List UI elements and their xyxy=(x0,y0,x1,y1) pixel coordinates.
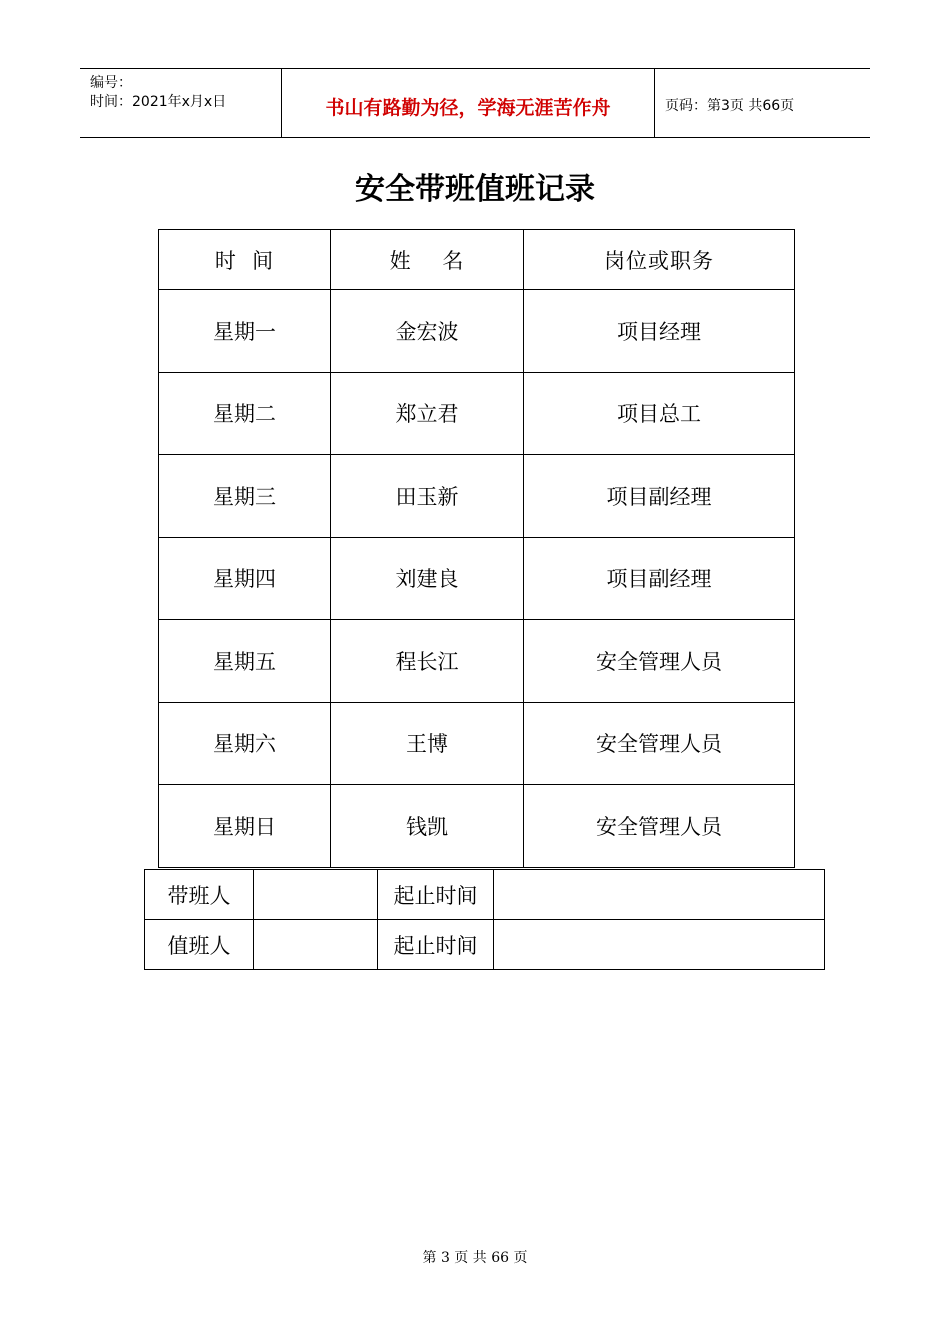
document-number-label: 编号： xyxy=(90,75,132,91)
name-cell: 金宏波 xyxy=(331,290,524,373)
column-header-time: 时 间 xyxy=(159,230,331,290)
day-cell: 星期二 xyxy=(159,372,331,455)
document-title: 安全带班值班记录 xyxy=(355,172,595,207)
header-page-cell xyxy=(655,69,870,137)
table-row xyxy=(159,455,795,538)
shift-row-duty xyxy=(145,920,825,970)
page-info: 页码：第3页 共66页 xyxy=(665,98,795,114)
position-cell: 项目总工 xyxy=(524,372,795,455)
name-cell: 刘建良 xyxy=(331,537,524,620)
position-cell: 安全管理人员 xyxy=(524,620,795,703)
period-field[interactable] xyxy=(494,920,825,970)
page-header xyxy=(80,68,870,138)
document-date-label: 时间：2021年x月x日 xyxy=(90,94,227,110)
position-cell: 项目经理 xyxy=(524,290,795,373)
table-header-row xyxy=(159,230,795,290)
header-info-cell xyxy=(80,69,282,137)
position-cell: 安全管理人员 xyxy=(524,702,795,785)
position-cell: 安全管理人员 xyxy=(524,785,795,868)
table-row xyxy=(159,785,795,868)
person-field[interactable] xyxy=(254,870,378,920)
header-motto-cell xyxy=(282,69,655,137)
table-row xyxy=(159,372,795,455)
day-cell: 星期三 xyxy=(159,455,331,538)
day-cell: 星期一 xyxy=(159,290,331,373)
duty-roster-table xyxy=(158,229,795,868)
day-cell: 星期五 xyxy=(159,620,331,703)
shift-signoff-table xyxy=(144,869,825,970)
name-cell: 钱凯 xyxy=(331,785,524,868)
person-field[interactable] xyxy=(254,920,378,970)
table-row xyxy=(159,290,795,373)
motto-text: 书山有路勤为径，学海无涯苦作舟 xyxy=(325,97,611,119)
shift-row-leader xyxy=(145,870,825,920)
day-cell: 星期六 xyxy=(159,702,331,785)
table-row xyxy=(159,620,795,703)
period-label: 起止时间 xyxy=(378,870,494,920)
column-header-position: 岗位或职务 xyxy=(524,230,795,290)
table-row xyxy=(159,537,795,620)
page-footer: 第 3 页 共 66 页 xyxy=(422,1250,528,1266)
position-cell: 项目副经理 xyxy=(524,455,795,538)
name-cell: 郑立君 xyxy=(331,372,524,455)
period-label: 起止时间 xyxy=(378,920,494,970)
name-cell: 王博 xyxy=(331,702,524,785)
day-cell: 星期四 xyxy=(159,537,331,620)
day-cell: 星期日 xyxy=(159,785,331,868)
column-header-name: 姓 名 xyxy=(331,230,524,290)
table-row xyxy=(159,702,795,785)
name-cell: 程长江 xyxy=(331,620,524,703)
name-cell: 田玉新 xyxy=(331,455,524,538)
period-field[interactable] xyxy=(494,870,825,920)
position-cell: 项目副经理 xyxy=(524,537,795,620)
role-label: 值班人 xyxy=(145,920,254,970)
role-label: 带班人 xyxy=(145,870,254,920)
